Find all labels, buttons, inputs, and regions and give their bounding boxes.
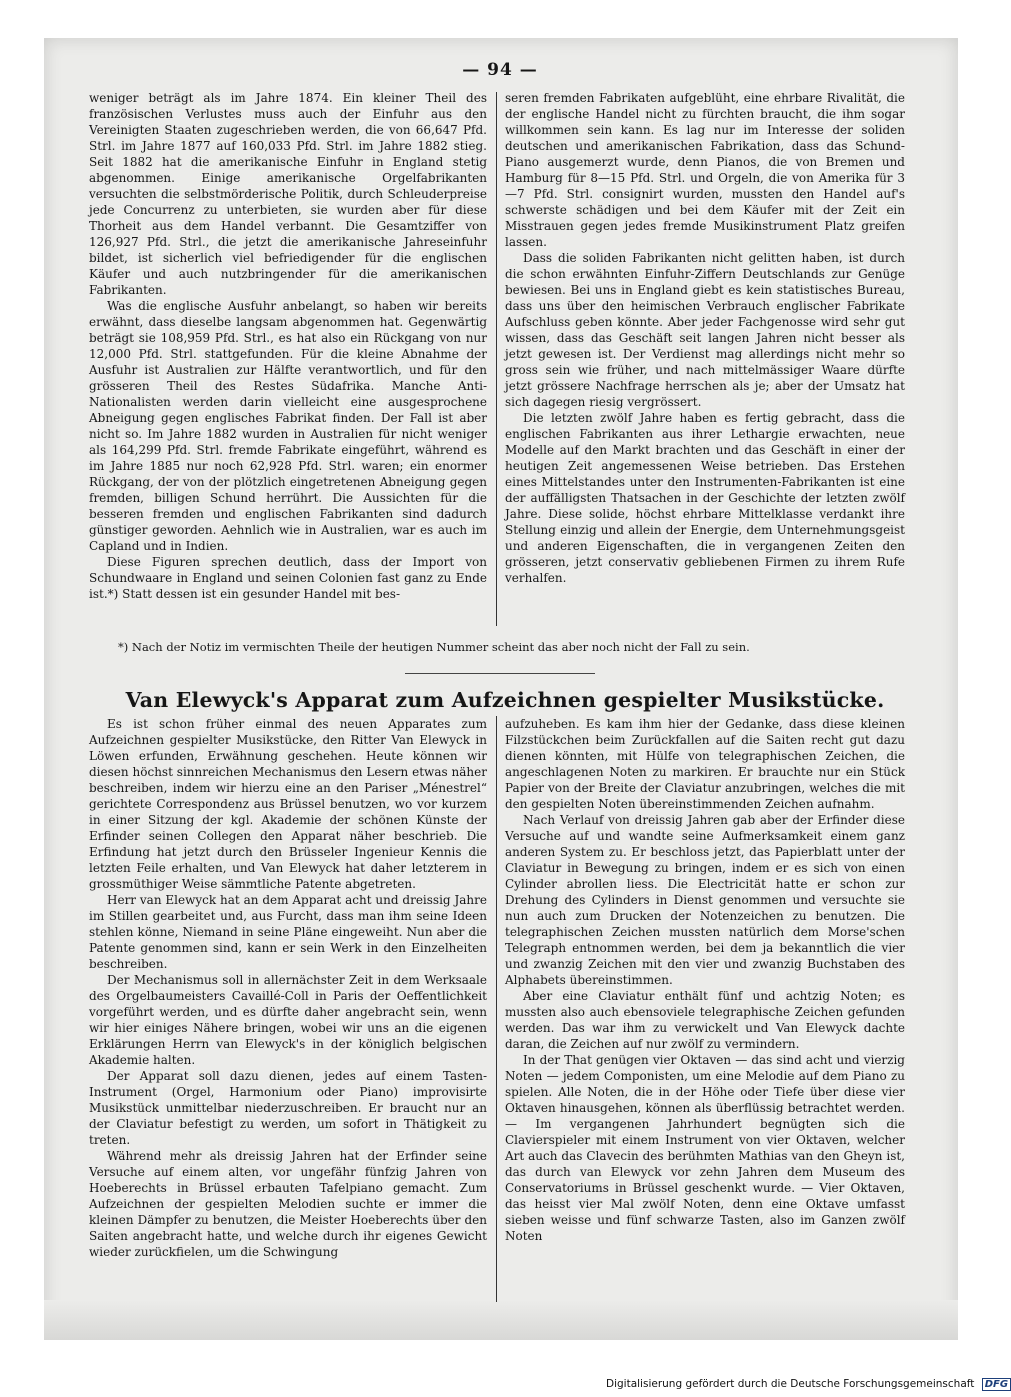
- paragraph: In der That genügen vier Oktaven — das sind acht und vierzig Noten — jedem Componisten, um eine Melodie auf dem Piano zu spielen. Alle Noten, die in der Höhe oder Tiefe über diese vier Oktaven hinausgehen, können als überflüssig betrachtet werden. — Im vergangenen Jahrhundert begnügten sich die Clavierspieler mit einem Instrument von vier Oktaven, welcher Art auch das Clavecin des berühmten Mathias van den Gheyn ist, das durch van Elewyck vor zehn Jahren dem Museum des Conservatoriums in Brüssel geschenkt wurde. — Vier Oktaven, das heisst vier Mal zwölf Noten, denn eine Oktave umfasst sieben weisse und fünf schwarze Tasten, also im Ganzen zwölf Noten: [505, 1053, 905, 1243]
- paragraph: Die letzten zwölf Jahre haben es fertig gebracht, dass die englischen Fabrikanten aus ihrer Lethargie erwachten, neue Modelle auf den Markt brachten und das Geschäft in einer der heutigen Zeit angemessenen Weise betrieben. Das Erstehen eines Mittelstandes unter den Instrumenten-Fabrikanten ist eine der auffälligsten Thatsachen in der Geschichte der letzten zwölf Jahre. Diese solide, höchst ehrbare Mittelklasse verdankt ihre Stellung einzig und allein der Energie, dem Unternehmungsgeist und anderen Eigenschaften, die in vergangenen Zeiten den grösseren, jetzt conservativ gebliebenen Firmen zu ihrem Rufe verhalfen.: [505, 411, 905, 585]
- column-rule: [496, 716, 497, 1302]
- top-column-left: [89, 90, 487, 630]
- footnote: *) Nach der Notiz im vermischten Theile der heutigen Nummer scheint das aber noch nicht der Fall zu sein.: [118, 640, 750, 654]
- paragraph: Nach Verlauf von dreissig Jahren gab aber der Erfinder diese Versuche auf und wandte seine Aufmerksamkeit einem ganz anderen System zu. Er beschloss jetzt, das Papierblatt unter der Claviatur in Bewegung zu bringen, indem er es sich von einen Cylinder abrollen liess. Die Electricität hatte er schon zur Drehung des Cylinders in Dienst genommen und versuchte sie nun auch zum Drucken der Notenzeichen zu benutzen. Die telegraphischen Zeichen mussten natürlich dem Morse'schen Telegraph entnommen werden, bei dem ja bekanntlich die vier und zwanzig Zeichen mit den vier und zwanzig Buchstaben des Alphabets übereinstimmen.: [505, 813, 905, 987]
- digitization-credit: [606, 1378, 1009, 1394]
- dfg-logo: DFG: [982, 1378, 1011, 1391]
- paragraph: Aber eine Claviatur enthält fünf und achtzig Noten; es mussten also auch ebensoviele telegraphische Zeichen gefunden werden. Das war ihm zu verwickelt und Van Elewyck dachte daran, die Zeichen auf nur zwölf zu vermindern.: [505, 989, 905, 1051]
- paragraph: Herr van Elewyck hat an dem Apparat acht und dreissig Jahre im Stillen gearbeitet und, aus Furcht, dass man ihm seine Ideen stehlen könne, Niemand in seine Pläne eingeweiht. Nun aber die Patente genommen sind, kann er sein Werk in den Einzelheiten beschreiben.: [89, 893, 487, 971]
- credit-text: Digitalisierung gefördert durch die Deutsche Forschungsgemeinschaft: [606, 1378, 975, 1390]
- column-rule: [496, 92, 497, 626]
- paragraph: Während mehr als dreissig Jahren hat der Erfinder seine Versuche auf einem alten, vor ungefähr fünfzig Jahren von Hoeberechts in Brüssel erbauten Tafelpiano gemacht. Zum Aufzeichnen der gespielten Melodien suchte er immer die kleinen Dämpfer zu benutzen, die Meister Hoeberechts über den Saiten angebracht hatte, und welche durch ihr eigenes Gewicht wieder zurückfielen, um die Schwingung: [89, 1149, 487, 1259]
- article-title: Van Elewyck's Apparat zum Aufzeichnen gespielter Musikstücke.: [125, 688, 885, 712]
- page-number: — 94 —: [462, 60, 538, 80]
- article-column-right: [505, 716, 905, 1306]
- top-column-right: [505, 90, 905, 630]
- paragraph: Dass die soliden Fabrikanten nicht gelitten haben, ist durch die schon erwähnten Einfuhr-Ziffern Deutschlands zur Genüge bewiesen. Bei uns in England giebt es kein statistisches Bureau, dass uns über den heimischen Verbrauch englischer Fabrikate Aufschluss geben könnte. Aber jeder Fachgenosse wird sehr gut wissen, dass das Geschäft seit langen Jahren nicht besser als jetzt gewesen ist. Der Verdienst mag allerdings nicht mehr so gross sein wie früher, und nach mittelmässiger Waare dürfte jetzt grössere Nachfrage herrschen als je; aber der Umsatz hat sich dagegen riesig vergrössert.: [505, 251, 905, 409]
- paragraph: aufzuheben. Es kam ihm hier der Gedanke, dass diese kleinen Filzstückchen beim Zurückfallen auf die Saiten recht gut dazu dienen könnten, mit Hülfe von telegraphischen Zeichen, die angeschlagenen Noten zu markiren. Er brauchte nur ein Stück Papier von der Breite der Claviatur anzubringen, welches die mit den gespielten Noten übereinstimmenden Zeichen aufnahm.: [505, 717, 905, 811]
- paragraph: Der Mechanismus soll in allernächster Zeit in dem Werksaale des Orgelbaumeisters Cavaillé-Coll in Paris der Oeffentlichkeit vorgeführt werden, und es dürfte daher angebracht sein, wenn wir hier einiges Nähere bringen, wobei wir uns an die eigenen Erklärungen Herrn van Elewyck's in der königlich belgischen Akademie halten.: [89, 973, 487, 1067]
- section-divider: [405, 673, 595, 674]
- scan-bottom-edge: [44, 1300, 958, 1340]
- paragraph: weniger beträgt als im Jahre 1874. Ein kleiner Theil des französischen Verlustes muss auch der Einfuhr aus den Vereinigten Staaten zugeschrieben werden, die von 66,647 Pfd. Strl. im Jahre 1877 auf 160,033 Pfd. Strl. im Jahre 1882 stieg. Seit 1882 hat die amerikanische Einfuhr in England stetig abgenommen. Einige amerikanische Orgelfabrikanten versuchten die selbstmörderische Politik, durch Schleuderpreise jede Concurrenz zu unterbieten, sie wurden aber für diese Thorheit aus dem Handel verbannt. Die Gesamtziffer von 126,927 Pfd. Strl., die jetzt die amerikanische Jahreseinfuhr bildet, ist sicherlich viel befriedigender für die englischen Käufer und auch nutzbringender für die amerikanischen Fabrikanten.: [89, 91, 487, 297]
- paragraph: Der Apparat soll dazu dienen, jedes auf einem Tasten-Instrument (Orgel, Harmonium oder Piano) improvisirte Musikstück unmittelbar niederzuschreiben. Er braucht nur an der Claviatur befestigt zu werden, um sofort in Thätigkeit zu treten.: [89, 1069, 487, 1147]
- paragraph: Was die englische Ausfuhr anbelangt, so haben wir bereits erwähnt, dass dieselbe langsam abgenommen hat. Gegenwärtig beträgt sie 108,959 Pfd. Strl., es hat also ein Rückgang von nur 12,000 Pfd. Strl. stattgefunden. Für die kleine Abnahme der Ausfuhr ist Australien zur Hälfte verantwortlich, und für den grösseren Theil des Restes Südafrika. Manche Anti-Nationalisten werden darin vielleicht eine ausgesprochene Abneigung gegen englisches Fabrikat finden. Der Fall ist aber nicht so. Im Jahre 1882 wurden in Australien für nicht weniger als 164,299 Pfd. Strl. fremde Fabrikate eingeführt, während es im Jahre 1885 nur noch 62,928 Pfd. Strl. waren; ein enormer Rückgang, der von der plötzlich eingetretenen Abneigung gegen fremden, billigen Schund herrührt. Die Aussichten für die besseren fremden und englischen Fabrikanten sind dadurch günstiger geworden. Aehnlich wie in Australien, war es auch im Capland und in Indien.: [89, 299, 487, 553]
- paragraph: Diese Figuren sprechen deutlich, dass der Import von Schundwaare in England und seinen Colonien fast ganz zu Ende ist.*) Statt dessen ist ein gesunder Handel mit bes-: [89, 555, 487, 601]
- paragraph: seren fremden Fabrikaten aufgeblüht, eine ehrbare Rivalität, die der englische Handel nicht zu fürchten braucht, die ihm sogar willkommen sein kann. Es lag nur im Interesse der soliden deutschen und amerikanischen Fabrikation, dass das Schund-Piano ausgemerzt wurde, denn Pianos, die von Bremen und Hamburg für 8—15 Pfd. Strl. und Orgeln, die von Amerika für 3—7 Pfd. Strl. consignirt wurden, mussten den Handel auf's schwerste schädigen und bei dem Käufer mit der Zeit ein Misstrauen gegen jedes fremde Musikinstrument Platz greifen lassen.: [505, 91, 905, 249]
- article-column-left: [89, 716, 487, 1306]
- paragraph: Es ist schon früher einmal des neuen Apparates zum Aufzeichnen gespielter Musikstücke, den Ritter Van Elewyck in Löwen erfunden, Erwähnung geschehen. Heute können wir diesen höchst sinnreichen Mechanismus den Lesern etwas näher beschreiben, indem wir hierzu eine an den Pariser „Ménestrel“ gerichtete Correspondenz aus Brüssel benutzen, wo vor kurzem in einer Sitzung der kgl. Akademie der schönen Künste der Erfinder seinen Collegen den Apparat näher beschrieb. Die Erfindung hat jetzt durch den Brüsseler Ingenieur Kennis die letzten Feile erhalten, und Van Elewyck hat daher letzterem in grossmüthiger Weise sämmtliche Patente abgetreten.: [89, 717, 487, 891]
